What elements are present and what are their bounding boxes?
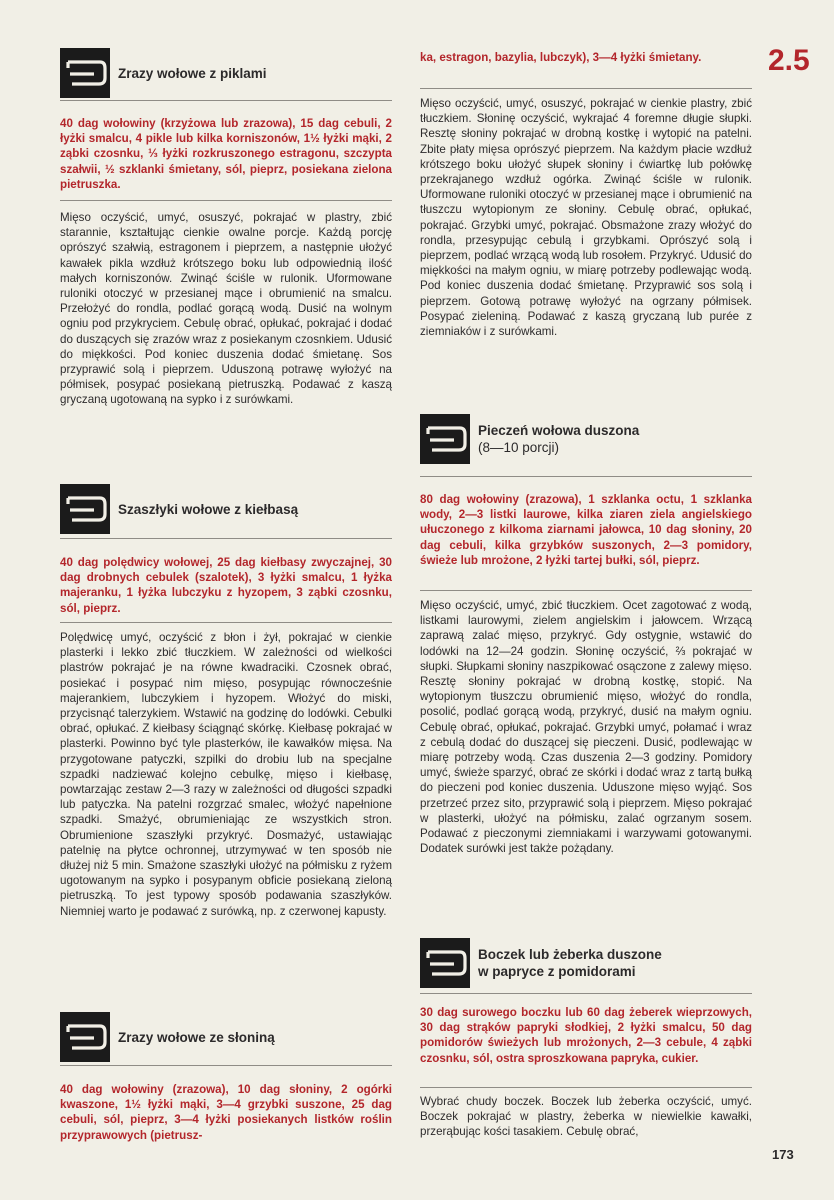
ingredients: 30 dag surowego boczku lub 60 dag żeberek wieprzowych, 30 dag strąków papryki słodkiej, 2 łyżki smalcu, 50 dag pomidorów świeżych lub mrożonych, 2—3 cebule, 4 ząbki czosnku, sól, ostra sproszkowana papryka, cukier. <box>420 1006 752 1065</box>
divider <box>60 622 392 623</box>
recipe-header <box>420 938 662 988</box>
recipe-header <box>60 48 267 98</box>
divider <box>60 538 392 539</box>
recipe-title-line2: w papryce z pomidorami <box>478 964 636 979</box>
pan-icon <box>60 1012 110 1062</box>
method-text: Mięso oczyścić, umyć, osuszyć, pokrajać w plastry, zbić starannie, kształtując cienkie owalne porcje. Każdą porcję oprószyć szałwią, estragonem i pieprzem, a następnie ułożyć kawałek pikla wzdłuż krótszego boku lub odpowiednią ilość małych korniszonów. Zwinąć ściśle w rulonik. Uformowane ruloniki otoczyć w przesianej mące i obrumienić na smalcu. Przełożyć do rondla, podlać gorącą wodą. Dusić na wolnym ogniu pod przykryciem. Cebulę obrać, opłukać, pokrajać i dodać do duszących się zrazów wraz z posiekanym czosnkiem. Udusić do miękkości. Pod koniec duszenia dodać śmietanę. Sos przyprawić solą i pieprzem. Uduszoną potrawę wyłożyć na półmisek, posypać posiekaną pietruszką. Podawać z kaszą gryczaną ugotowaną na sypko i z surówkami. <box>60 211 392 407</box>
divider <box>60 200 392 201</box>
pan-icon <box>420 414 470 464</box>
pan-icon <box>60 48 110 98</box>
ingredients: 80 dag wołowiny (zrazowa), 1 szklanka octu, 1 szklanka wody, 2—3 listki laurowe, kilka ziaren ziela angielskiego ułuczonego z kilkoma ziarnami jałowca, 10 dag słoniny, 20 dag cebuli, kilka grzybków suszonych, 2—3 pomidory, świeże lub mrożone, 2 łyżki tartej bułki, sól, pieprz. <box>420 493 752 567</box>
recipe-header <box>420 414 639 464</box>
ingredients: 40 dag wołowiny (zrazowa), 10 dag słoniny, 2 ogórki kwaszone, 1½ łyżki mąki, 3—4 grzybki suszone, 25 dag cebuli, sól, pieprz, 3—4 łyżki posiekanych listków roślin przyprawowych (pietrusz- <box>60 1083 392 1142</box>
pan-icon <box>60 484 110 534</box>
recipe-title: Zrazy wołowe ze słoniną <box>118 1029 275 1045</box>
divider <box>420 476 752 477</box>
pan-icon <box>420 938 470 988</box>
recipe-title: Pieczeń wołowa duszona <box>478 423 640 438</box>
divider <box>60 100 392 101</box>
chapter-number: 2.5 <box>768 44 810 77</box>
page-number: 173 <box>772 1147 794 1162</box>
divider <box>420 993 752 994</box>
method-text: Wybrać chudy boczek. Boczek lub żeberka oczyścić, umyć. Boczek pokrajać w plastry, żeberka w niewielkie kawałki, przerąbując kości tasakiem. Cebulę obrać, <box>420 1095 752 1139</box>
ingredients: 40 dag polędwicy wołowej, 25 dag kiełbasy zwyczajnej, 30 dag drobnych cebulek (szalotek), 3 łyżki smalcu, 1 łyżka majeranku, 1 łyżka lubczyku z hyzopem, 3 ząbki czosnku, sól, pieprz. <box>60 556 392 615</box>
recipe-title-line1: Boczek lub żeberka duszone <box>478 947 662 962</box>
divider <box>60 1065 392 1066</box>
ingredients-continued: ka, estragon, bazylia, lubczyk), 3—4 łyżki śmietany. <box>420 51 702 64</box>
recipe-header <box>60 484 298 534</box>
divider <box>420 1087 752 1088</box>
recipe-title: Szaszłyki wołowe z kiełbasą <box>118 501 299 517</box>
recipe-title: Zrazy wołowe z piklami <box>118 65 267 81</box>
divider <box>420 88 752 89</box>
method-text: Mięso oczyścić, umyć, osuszyć, pokrajać w cienkie plastry, zbić tłuczkiem. Słoninę oczyścić, wykrajać 4 foremne długie słupki. Resztę słoniny pokrajać w drobną kostkę i wytopić na patelni. Zbite płaty mięsa oprószyć pieprzem. Na każdym płacie wzdłuż krótszego boku ułożyć słupek słoniny i ćwiartkę lub połówkę przekrajanego wzdłuż ogórka. Zwinąć ściśle w rulonik. Uformowane ruloniki otoczyć w przesianej mące i obrumienić na tłuszczu wytopionym ze słoniny. Cebulę obrać, opłukać, pokrajać. Grzybki umyć, pokrajać. Obsmażone zrazy włożyć do rondla, przesypując cebulą i grzybkami. Oprószyć solą i pieprzem, podlać wrzącą wodą lub rosołem. Przykryć. Udusić do miękkości na małym ogniu, w miarę potrzeby podlewając wodą. Pod koniec duszenia dodać śmietanę. Przyprawić sos solą i pieprzem. Gotową potrawę wyłożyć na ogrzany półmisek. Posypać zieleniną. Podawać z kaszą gryczaną lub purée z ziemniaków i z surówkami. <box>420 97 752 339</box>
method-text: Polędwicę umyć, oczyścić z błon i żył, pokrajać w cienkie plasterki i lekko zbić tłuczkiem. W zależności od wielkości plastrów pokrajać je na równe kwadraciki. Czosnek obrać, posiekać i posypać nim mięso, posypując równocześnie majerankiem, lubczykiem i hyzopem. Włożyć do miski, przycisnąć talerzykiem. Wstawić na godzinę do lodówki. Cebulki obrać, opłukać. Z kiełbasy ściągnąć skórkę. Kiełbasę pokrajać w plasterki. Powinno być tyle plasterków, ile kawałków mięsa. Na przygotowane patyczki, szpilki do drobiu lub na specjalne szpadki nadziewać kolejno cebulkę, mięso i kiełbasę, powtarzając zestaw 2—3 razy w zależności od długości szpadki lub patyczka. Na patelni rozgrzać smalec, włożyć napełnione szpadki. Smażyć, obrumieniając ze wszystkich stron. Obrumienione szaszłyki przykryć. Dosmażyć, ustawiając patelnię na płytce ochronnej, utrzymywać w ten sposób nie dłużej niż 5 min. Smażone szaszłyki ułożyć na półmisku z ryżem ugotowanym na sypko i posypanym obficie posiekaną zieloną pietruszką. To jest typowy sposób podawania szaszłyków. Niemniej warto je podawać z surówką, np. z czerwonej kapusty. <box>60 631 392 918</box>
ingredients: 40 dag wołowiny (krzyżowa lub zrazowa), 15 dag cebuli, 2 łyżki smalcu, 4 pikle lub kilka korniszonów, 1½ łyżki mąki, 2 ząbki czosnku, ⅓ łyżki rozkruszonego estragonu, szczypta szałwii, ½ szklanki śmietany, sól, pieprz, posiekana zielona pietruszka. <box>60 117 392 191</box>
method-text: Mięso oczyścić, umyć, zbić tłuczkiem. Ocet zagotować z wodą, listkami laurowymi, zielem angielskim i jałowcem. Wrzącą zaprawą zalać mięso, przykryć. Gdy ostygnie, wstawić do lodówki na 12—24 godzin. Słoninę oczyścić, ⅔ pokrajać w słupki. Słupkami słoniny naszpikować osączone z zalewy mięso. Resztę słoniny pokrajać w drobną kostkę, stopić. Na wytopionym tłuszczu obrumienić mięso, włożyć do rondla, posolić, podlać gorącą wodą, przykryć, dusić na małym ogniu. Cebulę obrać, opłukać, pokrajać. Grzybki umyć, połamać i wraz z cebulą dodać do duszącej się pieczeni. Dusić, podlewając w miarę potrzeby wodą. Czas duszenia 2—3 godziny. Pomidory umyć, świeże sparzyć, obrać ze skórki i dodać wraz z tartą bułką do pieczeni pod koniec duszenia. Uduszone mięso wyjąć. Sos przetrzeć przez sito, przyprawić solą i pieprzem. Mięso pokrajać w plasterki, ułożyć na półmisku, zalać ogrzanym sosem. Podawać z pieczonymi ziemniakami i warzywami gotowanymi. Dodatek surówki jest także pożądany. <box>420 599 752 856</box>
recipe-subtitle: (8—10 porcji) <box>478 440 560 455</box>
recipe-header <box>60 1012 275 1062</box>
divider <box>420 590 752 591</box>
